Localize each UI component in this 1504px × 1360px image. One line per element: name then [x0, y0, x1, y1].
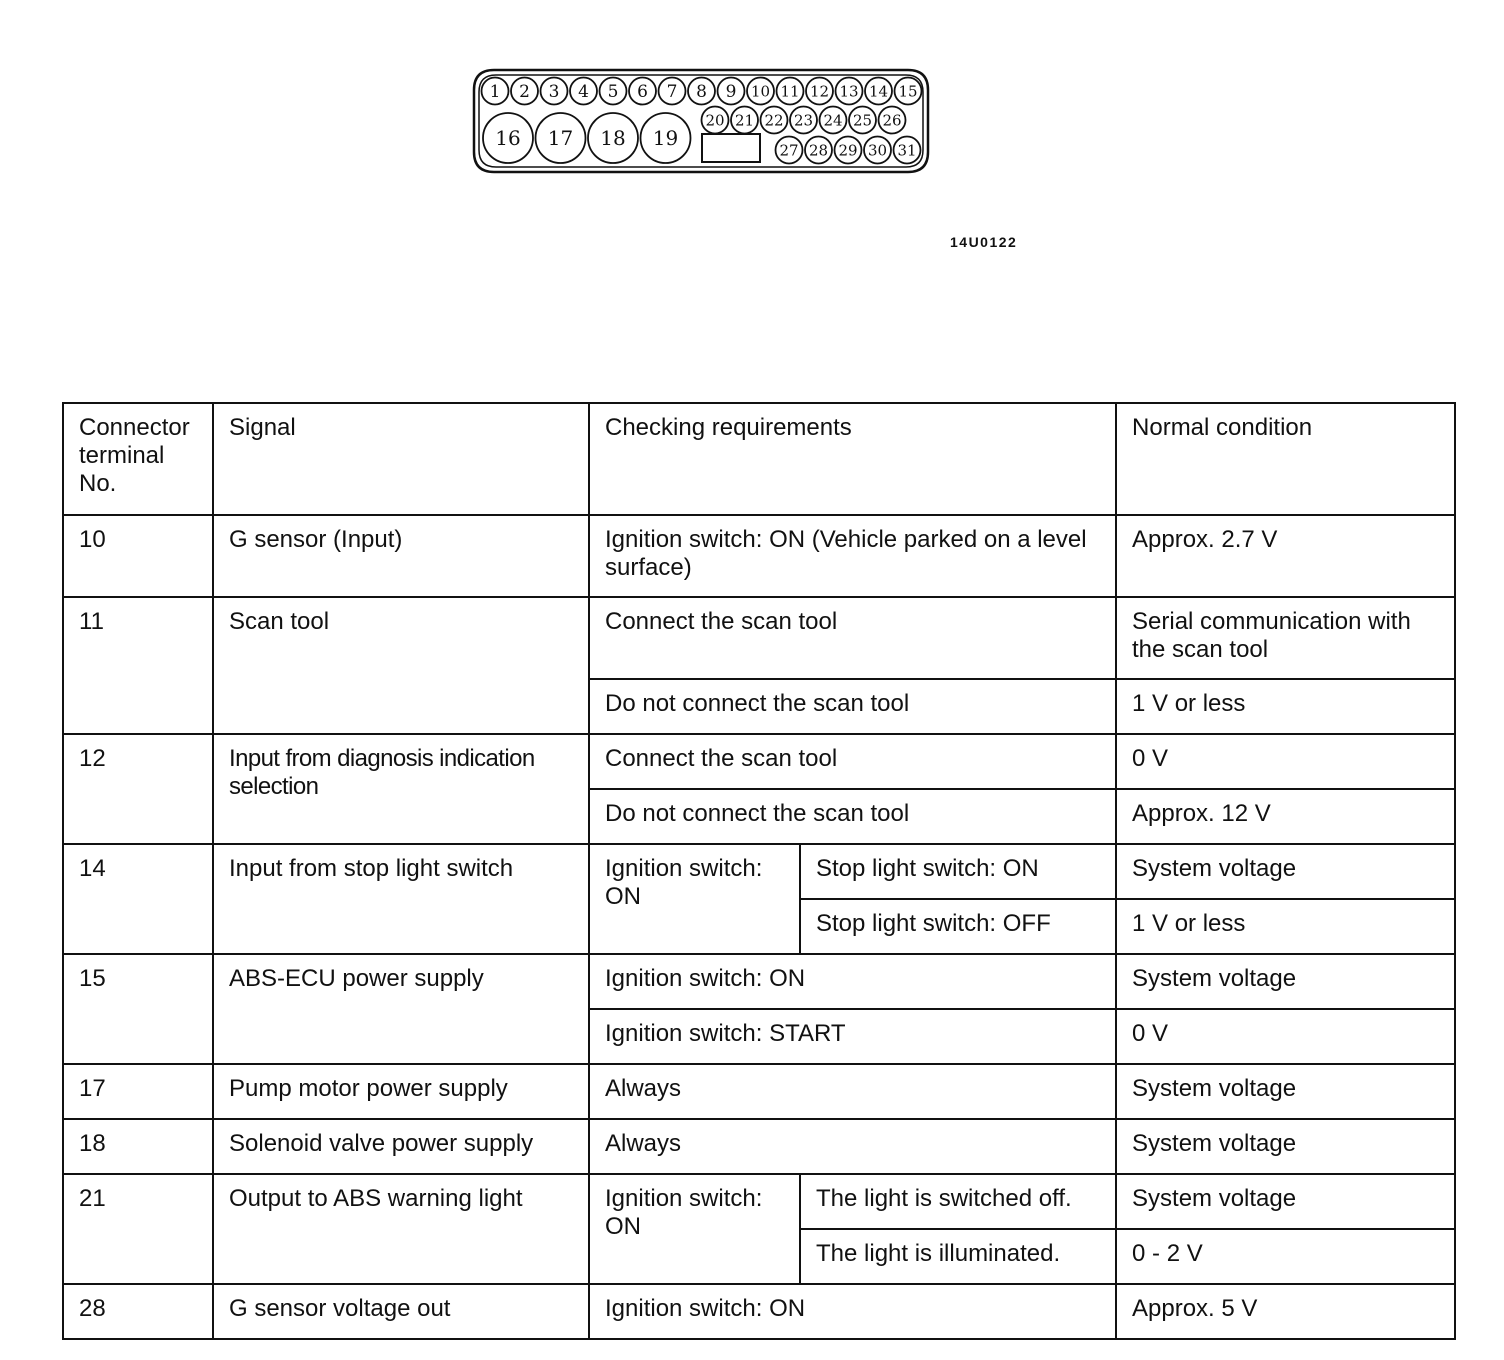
- connector-pin: [511, 78, 538, 105]
- connector-pin-label: 30: [867, 141, 888, 160]
- connector-pin: [879, 107, 906, 134]
- table-header-row: [63, 403, 1455, 515]
- connector-pin: [600, 78, 627, 105]
- connector-pin-label: 31: [897, 141, 917, 160]
- connector-pin-label: 2: [519, 82, 530, 103]
- connector-pin-label: 29: [838, 141, 858, 160]
- connector-pin-label: 12: [809, 82, 830, 101]
- cell-signal: G sensor (Input): [213, 515, 589, 597]
- cell-sub-condition: Stop light switch: OFF: [800, 899, 1116, 954]
- cell-terminal: 12: [63, 734, 213, 844]
- connector-pin: [731, 107, 758, 134]
- cell-signal: Output to ABS warning light: [213, 1174, 589, 1284]
- connector-pin: [895, 78, 922, 105]
- table-row: [63, 1284, 1455, 1339]
- connector-pin-label: 4: [578, 82, 589, 103]
- connector-pin-label: 13: [839, 82, 859, 101]
- connector-pin-label: 8: [696, 82, 707, 103]
- cell-normal-condition: System voltage: [1116, 1119, 1455, 1174]
- connector-pin-label: 19: [652, 126, 679, 151]
- connector-pin: [820, 107, 847, 134]
- cell-normal-condition: 1 V or less: [1116, 899, 1455, 954]
- connector-pin: [747, 78, 774, 105]
- cell-requirement: Ignition switch: ON: [589, 954, 1116, 1009]
- cell-requirement: Ignition switch: ON: [589, 1284, 1116, 1339]
- cell-requirement: Always: [589, 1119, 1116, 1174]
- connector-pin-label: 28: [808, 141, 829, 160]
- connector-pin: [761, 107, 788, 134]
- connector-pin-label: 6: [637, 82, 648, 103]
- connector-pin: [641, 113, 691, 163]
- cell-signal: Scan tool: [213, 597, 589, 734]
- cell-terminal: 28: [63, 1284, 213, 1339]
- cell-normal-condition: 1 V or less: [1116, 679, 1455, 734]
- cell-normal-condition: 0 V: [1116, 1009, 1455, 1064]
- cell-sub-condition: The light is switched off.: [800, 1174, 1116, 1229]
- connector-pin-label: 22: [764, 111, 784, 130]
- cell-signal: Solenoid valve power supply: [213, 1119, 589, 1174]
- cell-signal: G sensor voltage out: [213, 1284, 589, 1339]
- cell-requirement: Always: [589, 1064, 1116, 1119]
- cell-terminal: 11: [63, 597, 213, 734]
- connector-pin-label: 16: [495, 126, 521, 151]
- connector-pin: [483, 113, 533, 163]
- cell-requirement: Connect the scan tool: [589, 734, 1116, 789]
- table-row: [63, 1064, 1455, 1119]
- connector-pinout-diagram: [470, 66, 932, 176]
- cell-requirement: Ignition switch: START: [589, 1009, 1116, 1064]
- connector-pin: [894, 137, 921, 164]
- cell-normal-condition: Approx. 5 V: [1116, 1284, 1455, 1339]
- cell-terminal: 18: [63, 1119, 213, 1174]
- connector-pin: [688, 78, 715, 105]
- connector-pin-label: 15: [898, 82, 918, 101]
- cell-terminal: 17: [63, 1064, 213, 1119]
- connector-pin-label: 10: [750, 82, 771, 101]
- connector-pin-label: 3: [548, 82, 560, 103]
- connector-pin-label: 18: [600, 126, 626, 151]
- cell-terminal: 10: [63, 515, 213, 597]
- cell-signal: Input from stop light switch: [213, 844, 589, 954]
- connector-pin-label: 5: [607, 82, 619, 103]
- connector-pin: [659, 78, 686, 105]
- cell-normal-condition: System voltage: [1116, 954, 1455, 1009]
- cell-requirement: Do not connect the scan tool: [589, 679, 1116, 734]
- cell-requirement: Ignition switch: ON (Vehicle parked on a level surface): [589, 515, 1116, 597]
- cell-requirement: Connect the scan tool: [589, 597, 1116, 679]
- connector-pin-label: 1: [489, 82, 501, 103]
- cell-normal-condition: System voltage: [1116, 1174, 1455, 1229]
- cell-sub-condition: The light is illuminated.: [800, 1229, 1116, 1284]
- cell-terminal: 21: [63, 1174, 213, 1284]
- cell-normal-condition: 0 V: [1116, 734, 1455, 789]
- connector-pin-label: 21: [734, 111, 755, 130]
- connector-pin-label: 25: [852, 111, 873, 130]
- cell-terminal: 14: [63, 844, 213, 954]
- cell-requirement: Ignition switch: ON: [589, 844, 800, 954]
- cell-normal-condition: 0 - 2 V: [1116, 1229, 1455, 1284]
- connector-pin: [864, 137, 891, 164]
- connector-pin-label: 20: [705, 111, 725, 130]
- cell-normal-condition: System voltage: [1116, 844, 1455, 899]
- connector-pin: [718, 78, 745, 105]
- connector-pin: [805, 137, 832, 164]
- cell-normal-condition: Serial communication with the scan tool: [1116, 597, 1455, 679]
- connector-pin-label: 23: [793, 111, 814, 130]
- connector-pin-label: 11: [780, 82, 800, 101]
- connector-pin: [541, 78, 568, 105]
- cell-sub-condition: Stop light switch: ON: [800, 844, 1116, 899]
- table-row: [63, 1119, 1455, 1174]
- table-row: [63, 734, 1455, 789]
- connector-pin-label: 14: [868, 82, 889, 101]
- connector-key-slot: [702, 134, 760, 162]
- table-row: [63, 515, 1455, 597]
- connector-pin-label: 17: [547, 126, 574, 151]
- connector-pin: [702, 107, 729, 134]
- connector-pin: [836, 78, 863, 105]
- connector-pin: [835, 137, 862, 164]
- table-row: [63, 954, 1455, 1009]
- connector-pin-label: 9: [725, 82, 737, 103]
- connector-pin-label: 27: [779, 141, 799, 160]
- connector-pin: [865, 78, 892, 105]
- connector-pin: [482, 78, 509, 105]
- connector-pin-label: 7: [666, 82, 678, 103]
- cell-normal-condition: System voltage: [1116, 1064, 1455, 1119]
- connector-pin: [806, 78, 833, 105]
- cell-normal-condition: Approx. 2.7 V: [1116, 515, 1455, 597]
- header-checking-requirements: Checking requirements: [589, 403, 1116, 515]
- table-row: [63, 844, 1455, 899]
- cell-signal: Input from diagnosis indication selection: [213, 734, 589, 844]
- cell-requirement: Ignition switch: ON: [589, 1174, 800, 1284]
- connector-pin: [588, 113, 638, 163]
- cell-normal-condition: Approx. 12 V: [1116, 789, 1455, 844]
- header-normal-condition: Normal condition: [1116, 403, 1455, 515]
- connector-pin: [849, 107, 876, 134]
- header-terminal-no: Connector terminal No.: [63, 403, 213, 515]
- cell-terminal: 15: [63, 954, 213, 1064]
- connector-pin: [570, 78, 597, 105]
- connector-pin: [790, 107, 817, 134]
- cell-signal: Pump motor power supply: [213, 1064, 589, 1119]
- table-row: [63, 1174, 1455, 1229]
- connector-pin: [777, 78, 804, 105]
- figure-code: 14U0122: [950, 234, 1018, 250]
- connector-pin-label: 24: [823, 111, 843, 130]
- connector-pin: [776, 137, 803, 164]
- terminal-check-table: [62, 402, 1456, 1340]
- header-signal: Signal: [213, 403, 589, 515]
- cell-requirement: Do not connect the scan tool: [589, 789, 1116, 844]
- connector-pin: [629, 78, 656, 105]
- connector-pin-label: 26: [882, 111, 902, 130]
- table-row: [63, 597, 1455, 679]
- connector-pin: [536, 113, 586, 163]
- cell-signal: ABS-ECU power supply: [213, 954, 589, 1064]
